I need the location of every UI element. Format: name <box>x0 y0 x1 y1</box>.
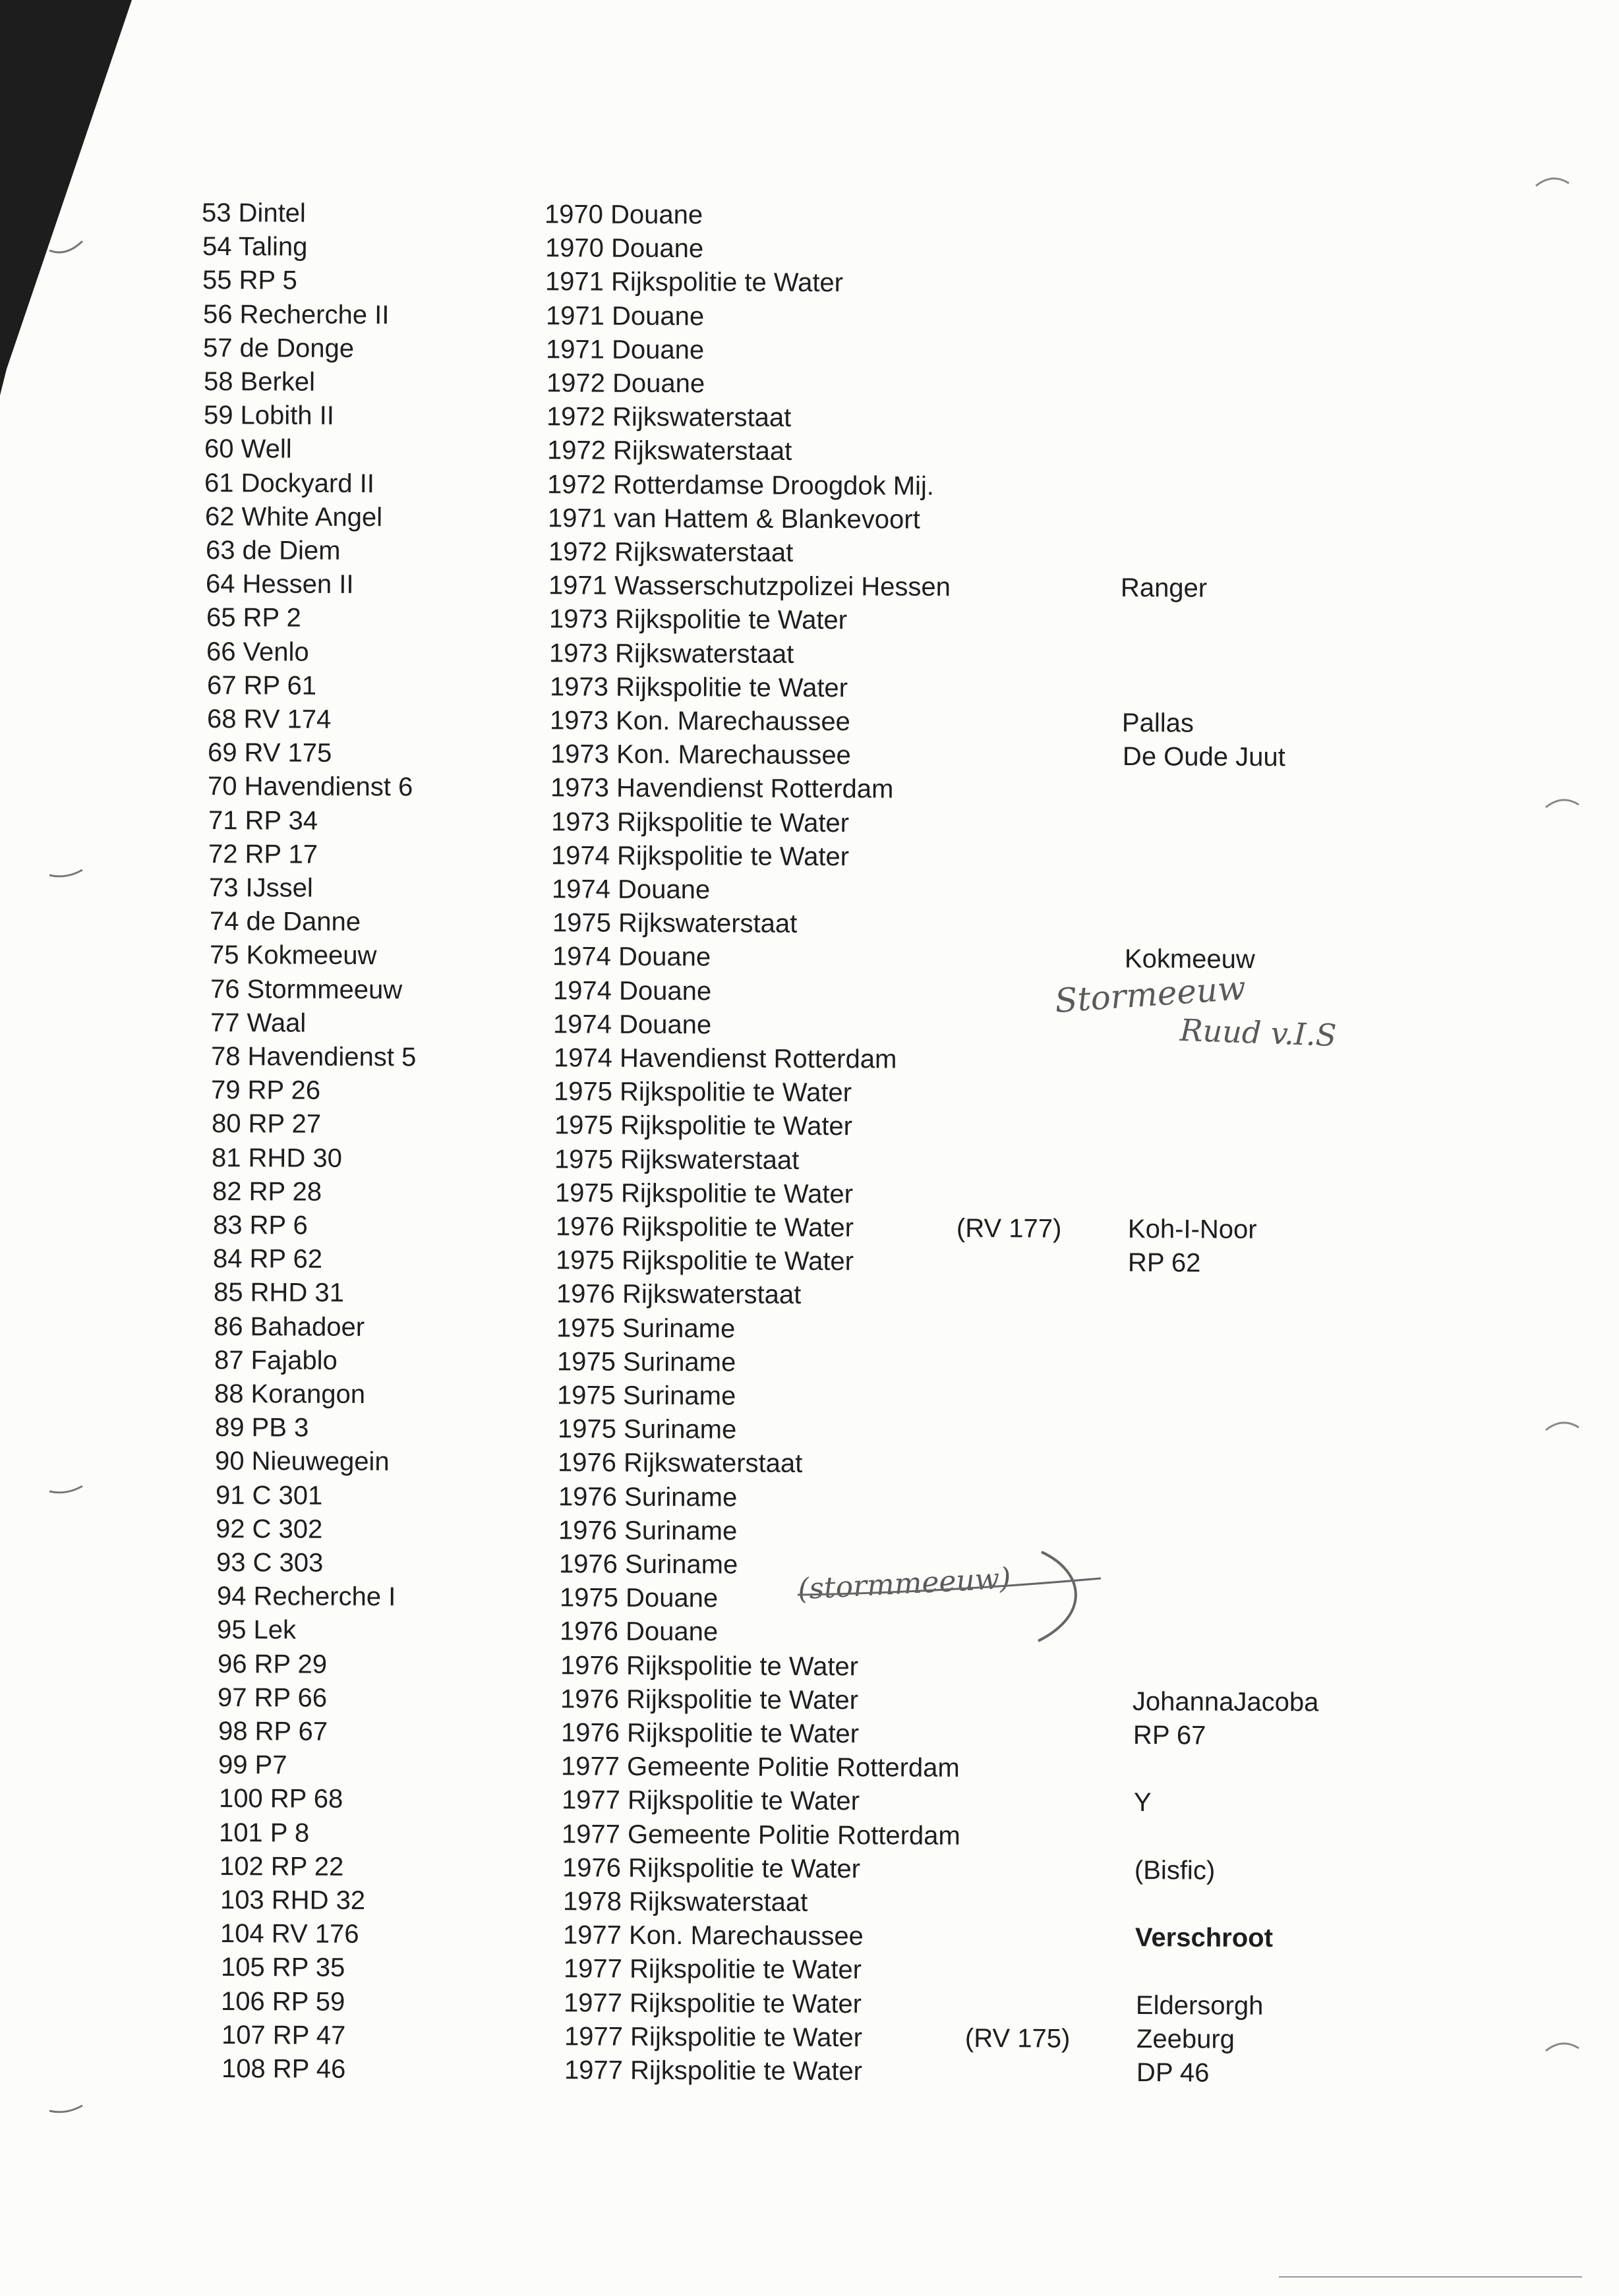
year-owner <box>558 1514 738 1547</box>
later-name: Y <box>1133 1788 1152 1818</box>
year: 1975 <box>556 1347 616 1377</box>
year: 1972 <box>547 469 606 500</box>
owner: Rijkspolitie te Water <box>629 1955 862 1985</box>
year: 1973 <box>550 706 609 735</box>
owner: Douane <box>626 1617 719 1647</box>
vessel-name: 56 Recherche II <box>202 299 390 330</box>
vessel-name: 64 Hessen II <box>205 569 354 600</box>
year-owner <box>554 1143 800 1177</box>
owner: Douane <box>610 200 703 230</box>
owner: Douane <box>612 335 705 365</box>
year-owner <box>561 1750 960 1785</box>
owner: Rijkspolitie te Water <box>622 1246 854 1277</box>
year-owner <box>564 2020 862 2054</box>
year-owner <box>548 502 920 536</box>
year: 1976 <box>562 1853 622 1883</box>
year: 1974 <box>551 875 611 904</box>
registration-note: (RV 177) <box>956 1213 1061 1244</box>
year-owner <box>550 737 851 772</box>
year: 1977 <box>563 1954 622 1984</box>
year: 1973 <box>550 739 609 769</box>
year-owner <box>564 1986 862 2021</box>
vessel-name: 79 RP 26 <box>211 1076 321 1105</box>
handwritten-strike <box>791 1575 1107 1601</box>
later-name: RP 62 <box>1127 1248 1201 1278</box>
margin-tick <box>1543 1417 1582 1437</box>
owner: Douane <box>611 301 704 331</box>
year-owner <box>564 2053 862 2088</box>
vessel-name: 86 Bahadoer <box>214 1311 365 1342</box>
year-owner <box>550 704 850 738</box>
owner: Kon. Marechaussee <box>629 1920 864 1951</box>
owner: Rijkswaterstaat <box>614 537 793 567</box>
owner: Gemeente Politie Rotterdam <box>627 1752 960 1783</box>
vessel-name: 102 RP 22 <box>219 1851 344 1881</box>
year-owner <box>548 569 951 604</box>
year-owner <box>555 1210 853 1244</box>
year: 1971 <box>546 335 605 364</box>
vessel-name: 87 Fajablo <box>214 1345 338 1375</box>
later-name: Pallas <box>1122 708 1194 738</box>
owner: Douane <box>625 1583 718 1613</box>
year: 1975 <box>555 1246 615 1275</box>
vessel-name: 84 RP 62 <box>212 1244 323 1274</box>
year: 1973 <box>549 638 608 668</box>
later-name: Ranger <box>1120 573 1208 603</box>
owner: Douane <box>618 976 711 1006</box>
later-name: JohannaJacoba <box>1133 1686 1319 1717</box>
vessel-name: 54 Taling <box>202 232 308 262</box>
vessel-name: 65 RP 2 <box>206 603 301 633</box>
owner: Rijkspolitie te Water <box>617 841 850 872</box>
later-name: (Bisfic) <box>1134 1855 1216 1885</box>
owner: van Hattem & Blankevoort <box>613 503 920 534</box>
year-owner <box>558 1480 738 1514</box>
owner: Suriname <box>623 1414 737 1445</box>
owner: Rijkspolitie te Water <box>628 1853 861 1884</box>
year: 1973 <box>550 807 610 837</box>
year-owner <box>558 1447 803 1481</box>
owner: Rijkspolitie te Water <box>626 1684 859 1715</box>
owner: Kon. Marechaussee <box>616 706 851 737</box>
vessel-name: 97 RP 66 <box>218 1682 328 1713</box>
vessel-name: 104 RV 176 <box>220 1919 359 1949</box>
year-owner <box>551 839 849 873</box>
later-name: Eldersorgh <box>1136 1990 1264 2021</box>
year-owner <box>552 906 797 940</box>
vessel-name: 101 P 8 <box>219 1818 310 1848</box>
vessel-name: 90 Nieuwegein <box>215 1447 390 1477</box>
margin-tick <box>1543 794 1582 814</box>
year: 1974 <box>553 1043 612 1073</box>
year-owner <box>549 637 794 671</box>
year-owner <box>553 1008 711 1041</box>
year: 1972 <box>546 368 605 398</box>
year: 1975 <box>559 1583 618 1613</box>
year-owner <box>547 434 792 469</box>
year: 1971 <box>548 571 608 600</box>
year-owner <box>550 772 894 806</box>
year: 1973 <box>550 773 610 803</box>
year-owner <box>545 231 703 265</box>
owner: Kon. Marechaussee <box>616 739 851 770</box>
vessel-name: 88 Korangon <box>214 1379 366 1409</box>
year-owner <box>559 1581 717 1615</box>
owner: Douane <box>610 233 703 264</box>
vessel-name: 58 Berkel <box>203 367 315 397</box>
year-owner <box>554 1109 852 1143</box>
vessel-name: 59 Lobith II <box>204 401 335 431</box>
year: 1975 <box>554 1077 613 1106</box>
year: 1977 <box>564 1988 623 2018</box>
owner: Gemeente Politie Rotterdam <box>628 1820 961 1851</box>
later-name: RP 67 <box>1133 1721 1206 1750</box>
later-name: Koh-I-Noor <box>1127 1215 1257 1244</box>
owner: Rijkspolitie te Water <box>630 2055 863 2086</box>
year-owner <box>562 1818 960 1852</box>
year: 1976 <box>560 1718 620 1748</box>
bottom-edge-line <box>1279 2274 1582 2280</box>
later-name: De Oude Juut <box>1122 742 1285 772</box>
year-owner <box>546 333 704 366</box>
year-owner <box>557 1379 736 1412</box>
year-owner <box>558 1412 737 1446</box>
year-owner <box>547 468 934 503</box>
owner: Rijkspolitie te Water <box>620 1111 852 1141</box>
year-owner <box>546 400 792 434</box>
owner: Rijkswaterstaat <box>624 1449 803 1479</box>
year-owner <box>554 1041 897 1076</box>
owner: Suriname <box>622 1347 736 1377</box>
later-name: DP 46 <box>1136 2058 1210 2088</box>
vessel-name: 71 RP 34 <box>208 805 318 836</box>
year: 1976 <box>558 1448 617 1478</box>
year: 1977 <box>564 2055 624 2085</box>
vessel-name: 94 Recherche I <box>216 1582 396 1612</box>
owner: Rijkspolitie te Water <box>616 807 850 838</box>
year-owner <box>551 805 849 840</box>
year: 1972 <box>546 402 606 432</box>
vessel-name: 89 PB 3 <box>214 1413 309 1443</box>
vessel-name: 63 de Diem <box>205 536 341 565</box>
year-owner <box>556 1244 854 1278</box>
vessel-name: 69 RV 175 <box>207 738 332 768</box>
vessel-name: 99 P7 <box>218 1750 287 1780</box>
vessel-name: 68 RV 174 <box>207 704 332 734</box>
owner: Suriname <box>622 1313 736 1344</box>
year: 1975 <box>552 908 611 938</box>
owner: Douane <box>612 368 705 399</box>
vessel-name: 107 RP 47 <box>221 2020 346 2050</box>
owner: Rijkswaterstaat <box>612 436 792 467</box>
vessel-name: 77 Waal <box>210 1008 307 1038</box>
vessel-name: 66 Venlo <box>206 637 309 667</box>
vessel-name: 95 Lek <box>216 1615 297 1645</box>
year: 1976 <box>558 1481 617 1512</box>
vessel-name: 67 RP 61 <box>206 670 316 701</box>
year-owner <box>548 603 846 637</box>
owner: Rijkspolitie te Water <box>621 1212 854 1243</box>
year-owner <box>559 1547 738 1581</box>
year: 1973 <box>548 604 608 635</box>
year-owner <box>545 266 843 300</box>
year-owner <box>562 1885 808 1919</box>
owner: Rotterdamse Droogdok Mij. <box>613 470 935 501</box>
margin-tick <box>46 237 86 257</box>
year: 1977 <box>564 2022 623 2052</box>
year: 1976 <box>555 1212 614 1242</box>
later-name: Kokmeeuw <box>1124 944 1256 975</box>
vessel-name: 98 RP 67 <box>218 1717 328 1746</box>
year-owner <box>560 1649 858 1683</box>
year: 1971 <box>547 503 607 533</box>
owner: Rijkspolitie te Water <box>614 605 847 635</box>
year: 1972 <box>546 436 606 466</box>
vessel-name: 70 Havendienst 6 <box>208 772 413 802</box>
vessel-name: 53 Dintel <box>201 198 306 228</box>
vessel-name: 60 Well <box>204 434 292 464</box>
vessel-name: 83 RP 6 <box>212 1211 308 1240</box>
year-owner <box>545 198 703 231</box>
margin-tick <box>1543 2038 1582 2057</box>
owner: Rijkspolitie te Water <box>620 1178 854 1209</box>
owner: Rijkspolitie te Water <box>615 672 848 703</box>
owner: Rijkswaterstaat <box>620 1145 800 1175</box>
year-owner <box>557 1345 736 1379</box>
margin-tick <box>46 863 86 883</box>
vessel-name: 106 RP 59 <box>221 1986 345 2017</box>
vessel-name: 105 RP 35 <box>220 1953 345 1983</box>
year: 1976 <box>559 1617 619 1647</box>
owner: Rijkswaterstaat <box>615 639 794 669</box>
vessel-name: 73 IJssel <box>208 873 313 903</box>
year-owner <box>553 974 711 1008</box>
handwritten-note-stormmeeuw: (stormmeeuw) <box>796 1561 1012 1607</box>
scan-edge-shadow <box>0 0 145 395</box>
year-owner <box>560 1615 718 1649</box>
owner: Rijkswaterstaat <box>622 1280 801 1310</box>
vessel-name: 74 de Danne <box>209 907 361 937</box>
year-owner <box>556 1278 801 1312</box>
year: 1975 <box>554 1144 614 1174</box>
year: 1976 <box>560 1684 620 1714</box>
year: 1975 <box>557 1381 616 1410</box>
vessel-name: 85 RHD 31 <box>213 1278 344 1308</box>
vessel-name: 62 White Angel <box>204 502 383 532</box>
year: 1974 <box>551 841 610 871</box>
year: 1975 <box>554 1110 613 1141</box>
year-owner <box>546 366 705 400</box>
year-owner <box>554 1075 852 1109</box>
year-owner <box>552 940 711 974</box>
vessel-name: 91 C 301 <box>215 1480 323 1510</box>
year: 1971 <box>545 301 604 331</box>
owner: Suriname <box>624 1516 738 1546</box>
owner: Rijkspolitie te Water <box>611 268 844 298</box>
handwritten-note-ruud: Ruud v.I.S <box>1179 1012 1338 1054</box>
later-name: Zeeburg <box>1136 2024 1235 2054</box>
year-owner <box>562 1851 860 1885</box>
vessel-name: 72 RP 17 <box>208 839 318 869</box>
vessel-name: 61 Dockyard II <box>204 468 375 498</box>
owner: Douane <box>618 942 711 972</box>
margin-tick <box>46 1479 86 1499</box>
year-owner <box>561 1716 859 1750</box>
year-owner <box>562 1784 860 1818</box>
year-owner <box>555 1176 853 1211</box>
year: 1974 <box>553 1010 612 1039</box>
year: 1975 <box>556 1313 616 1343</box>
year: 1975 <box>557 1414 616 1444</box>
margin-tick <box>46 2099 86 2119</box>
owner: Suriname <box>625 1549 738 1580</box>
vessel-name: 81 RHD 30 <box>212 1143 343 1173</box>
owner: Suriname <box>624 1482 738 1512</box>
year-owner <box>563 1918 864 1953</box>
year: 1978 <box>562 1887 622 1916</box>
year-owner <box>548 535 793 569</box>
year: 1976 <box>560 1650 619 1680</box>
margin-tick <box>1533 173 1572 192</box>
owner: Rijkspolitie te Water <box>630 1988 862 2019</box>
vessel-name: 93 C 303 <box>216 1548 324 1578</box>
vessel-name: 80 RP 27 <box>211 1109 322 1139</box>
year-owner <box>546 299 704 333</box>
year: 1976 <box>558 1516 618 1545</box>
vessel-name: 100 RP 68 <box>218 1784 343 1814</box>
handwritten-note-stormeeuw: Stormeeuw <box>1053 968 1247 1021</box>
year: 1977 <box>562 1819 621 1849</box>
vessel-name: 92 C 302 <box>216 1514 323 1544</box>
later-name: Verschroot <box>1134 1923 1274 1953</box>
year: 1970 <box>544 200 604 229</box>
owner: Havendienst Rotterdam <box>616 774 894 804</box>
year-owner <box>563 1953 861 1987</box>
vessel-name: 57 de Donge <box>203 333 355 363</box>
owner: Rijkspolitie te Water <box>626 1651 858 1681</box>
vessel-name: 55 RP 5 <box>202 266 298 296</box>
year-owner <box>560 1682 858 1717</box>
year: 1970 <box>545 233 604 263</box>
year: 1976 <box>558 1549 618 1579</box>
vessel-name: 78 Havendienst 5 <box>210 1042 417 1072</box>
vessel-name: 82 RP 28 <box>212 1176 322 1207</box>
owner: Wasserschutzpolizei Hessen <box>614 571 951 602</box>
owner: Rijkspolitie te Water <box>620 1077 852 1108</box>
year: 1974 <box>552 942 612 972</box>
year: 1977 <box>562 1920 622 1950</box>
owner: Rijkswaterstaat <box>618 908 797 939</box>
year: 1975 <box>554 1178 614 1208</box>
year: 1977 <box>561 1785 620 1816</box>
vessel-name: 75 Kokmeeuw <box>209 940 377 971</box>
owner: Rijkswaterstaat <box>612 402 792 433</box>
owner: Douane <box>619 1010 712 1040</box>
owner: Rijkspolitie te Water <box>626 1718 859 1749</box>
owner: Rijkspolitie te Water <box>630 2022 862 2053</box>
year-owner <box>556 1311 736 1345</box>
year: 1972 <box>548 537 607 567</box>
registration-note: (RV 175) <box>964 2023 1071 2053</box>
year: 1974 <box>552 975 612 1006</box>
owner: Suriname <box>623 1381 736 1411</box>
vessel-name: 108 RP 46 <box>221 2054 346 2084</box>
year: 1977 <box>561 1752 620 1781</box>
vessel-name: 96 RP 29 <box>217 1649 327 1679</box>
owner: Havendienst Rotterdam <box>619 1043 897 1074</box>
owner: Rijkswaterstaat <box>628 1887 808 1917</box>
year-owner <box>552 873 710 906</box>
owner: Douane <box>618 875 711 905</box>
vessel-name: 76 Stormmeeuw <box>210 974 402 1004</box>
year: 1971 <box>545 267 604 297</box>
year: 1973 <box>549 672 608 702</box>
year-owner <box>550 670 848 704</box>
vessel-name: 103 RHD 32 <box>220 1885 365 1915</box>
year: 1976 <box>556 1279 615 1309</box>
owner: Rijkspolitie te Water <box>627 1786 860 1816</box>
